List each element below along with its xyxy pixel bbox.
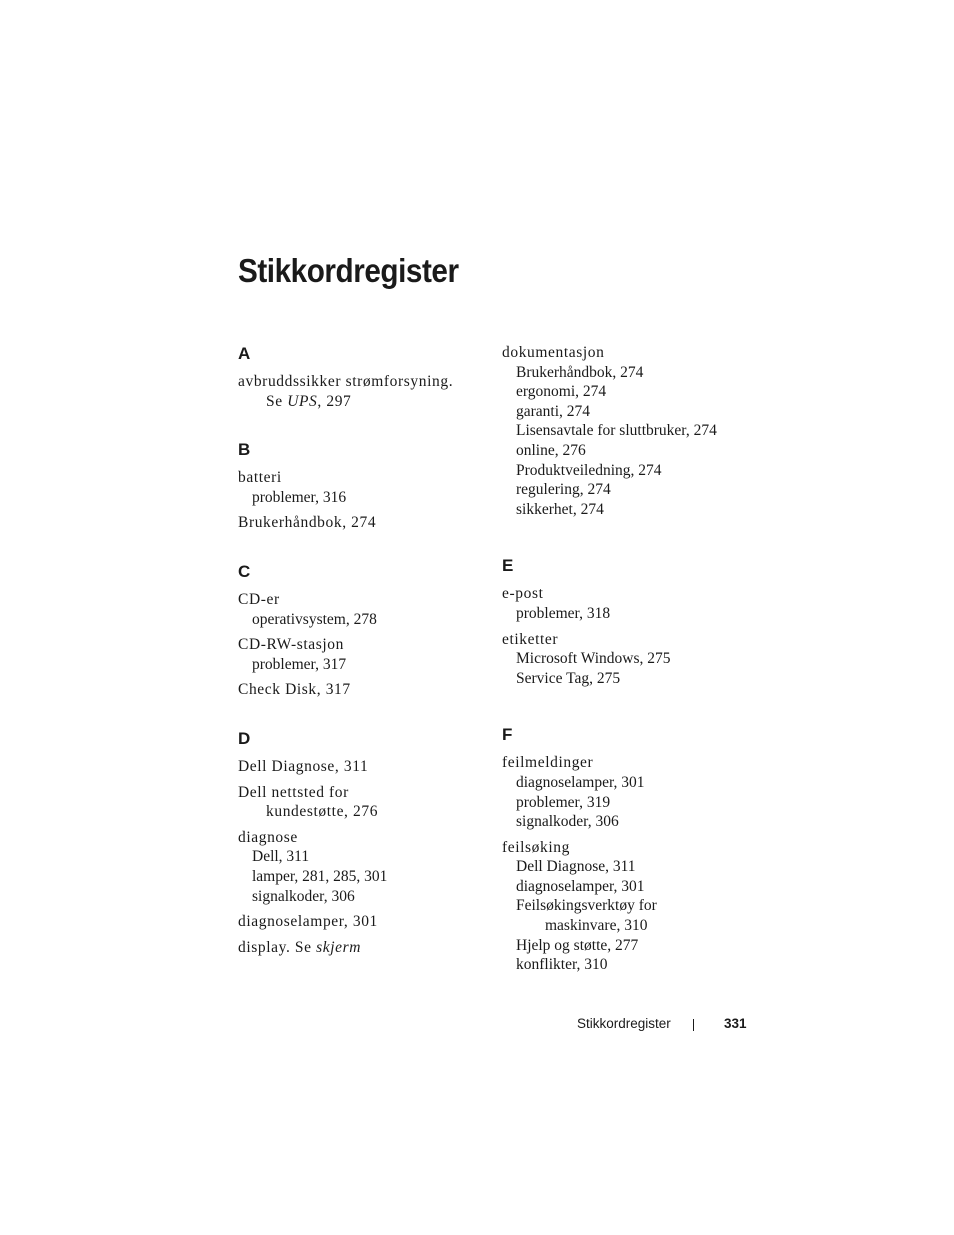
index-section-e xyxy=(502,555,742,688)
entry-subterm: Produktveiledning, 274 xyxy=(516,461,662,479)
see-reference: UPS xyxy=(287,392,318,410)
entry-subterm: konflikter, 310 xyxy=(516,956,608,974)
footer-label: Stikkordregister xyxy=(577,1016,671,1031)
entry-subterm: problemer, 317 xyxy=(252,655,347,673)
index-entry xyxy=(502,630,742,689)
entry-subterm: diagnoselamper, 301 xyxy=(516,877,645,895)
section-letter: B xyxy=(238,440,251,460)
index-entry xyxy=(238,828,478,906)
entry-term: e-post xyxy=(502,585,544,603)
section-letter: A xyxy=(238,344,251,363)
index-entry xyxy=(238,372,478,411)
entry-subterm: Dell Diagnose, 311 xyxy=(516,858,636,876)
entry-term: feilsøking xyxy=(502,838,570,856)
entry-subterm: online, 276 xyxy=(516,441,586,459)
page-title: Stikkordregister xyxy=(238,252,459,289)
index-entry xyxy=(238,590,478,629)
section-letter: C xyxy=(238,561,251,581)
entry-subterm: sikkerhet, 274 xyxy=(516,500,604,518)
page-number: 331 xyxy=(724,1016,747,1031)
index-section-f xyxy=(502,724,742,975)
entry-term: feilmeldinger xyxy=(502,754,594,772)
entry-subterm: problemer, 319 xyxy=(516,793,611,811)
entry-subterm: Hjelp og støtte, 277 xyxy=(516,936,639,954)
index-entry xyxy=(502,584,742,623)
index-entry xyxy=(502,838,742,975)
entry-continuation: Se UPS, 297 xyxy=(266,392,352,410)
section-letter: E xyxy=(502,556,514,576)
index-column-left xyxy=(238,343,478,985)
section-letter: F xyxy=(502,725,513,745)
entry-subterm: diagnoselamper, 301 xyxy=(516,773,645,791)
entry-subterm: Microsoft Windows, 275 xyxy=(516,650,671,668)
entry-term: batteri xyxy=(238,469,282,487)
entry-term: etiketter xyxy=(502,630,559,648)
entry-continuation: kundestøtte, 276 xyxy=(266,803,379,821)
page-footer xyxy=(0,1016,954,1036)
index-section-b xyxy=(238,439,478,533)
index-entry xyxy=(238,680,478,700)
see-reference: skjerm xyxy=(316,938,362,956)
index-entry xyxy=(238,757,478,777)
index-entry xyxy=(238,783,478,822)
entry-subterm: regulering, 274 xyxy=(516,481,611,499)
entry-subterm: Lisensavtale for sluttbruker, 274 xyxy=(516,422,717,440)
entry-subterm: problemer, 318 xyxy=(516,604,611,622)
entry-term: Dell Diagnose, 311 xyxy=(238,757,369,775)
entry-term: avbruddssikker strømforsyning. xyxy=(238,373,454,390)
entry-term: display. Se skjerm xyxy=(238,938,362,956)
entry-term: CD-er xyxy=(238,590,280,608)
index-section-a xyxy=(238,343,478,411)
entry-term: CD-RW-stasjon xyxy=(238,636,344,654)
entry-subterm: lamper, 281, 285, 301 xyxy=(252,867,388,885)
index-section-d-continued xyxy=(502,343,742,519)
index-entry xyxy=(238,912,478,932)
entry-subterm: signalkoder, 306 xyxy=(252,887,355,905)
index-entry xyxy=(238,938,478,958)
entry-term: diagnoselamper, 301 xyxy=(238,913,378,931)
index-section-c xyxy=(238,561,478,700)
entry-subterm: Brukerhåndbok, 274 xyxy=(516,363,644,381)
entry-term: Check Disk, 317 xyxy=(238,681,351,699)
entry-subterm: Feilsøkingsverktøy for maskinvare, 310 xyxy=(516,897,657,935)
index-entry xyxy=(502,753,742,831)
index-entry xyxy=(238,513,478,533)
entry-subterm: signalkoder, 306 xyxy=(516,813,619,831)
entry-subterm: ergonomi, 274 xyxy=(516,383,607,401)
index-entry xyxy=(238,635,478,674)
entry-term: dokumentasjon xyxy=(502,344,605,361)
index-entry xyxy=(502,343,742,519)
footer-divider xyxy=(693,1019,694,1031)
index-entry xyxy=(238,468,478,507)
entry-subterm: operativsystem, 278 xyxy=(252,610,377,628)
index-column-right xyxy=(502,343,742,1003)
index-section-d xyxy=(238,728,478,957)
section-letter: D xyxy=(238,728,251,748)
entry-subterm: garanti, 274 xyxy=(516,402,591,420)
entry-term: Brukerhåndbok, 274 xyxy=(238,514,377,532)
entry-subterm: Dell, 311 xyxy=(252,848,310,866)
entry-term: diagnose xyxy=(238,828,298,846)
entry-subterm: problemer, 316 xyxy=(252,488,347,506)
entry-term: Dell nettsted for xyxy=(238,783,349,801)
entry-subterm: Service Tag, 275 xyxy=(516,669,621,687)
